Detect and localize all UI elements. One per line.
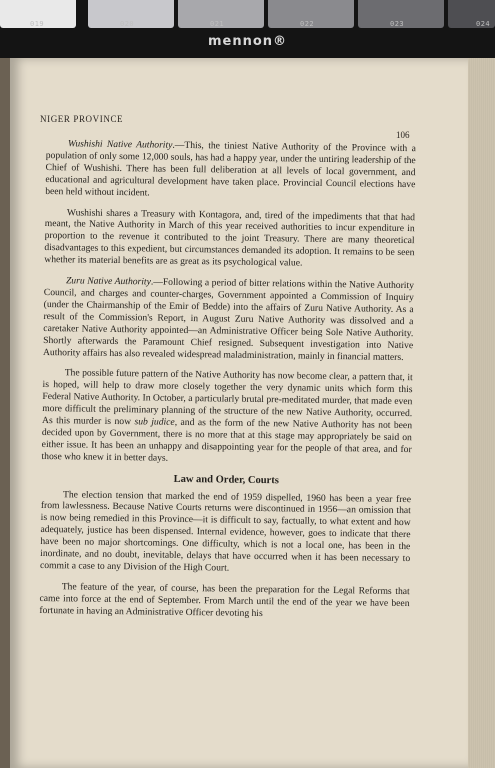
- brand-logo-text: mennon®: [207, 34, 288, 49]
- page-edges: [465, 58, 495, 768]
- paragraph-title: Wushishi Native Authority: [67, 138, 173, 151]
- book-page: [10, 58, 468, 768]
- chip-label: 020: [120, 20, 135, 28]
- section-heading: Law and Order, Courts: [173, 473, 279, 486]
- chip-label: 024: [476, 20, 491, 28]
- chip-label: 022: [300, 20, 315, 28]
- paragraph: Wushishi Native Authority.—This, the tiniest Native Authority of the Province with a population of only some 12,000 souls, has had a happy year, under the untiring leadership of the Chief of Wushishi. There has been full deliberation at all levels of local government, and educational and agricultural development have taken place. Provincial Council elections have been held without incident.: [45, 138, 416, 199]
- paragraph-title: Zuru Native Authority: [65, 275, 151, 288]
- running-header: NIGER PROVINCE: [40, 114, 124, 124]
- chip-label: 023: [390, 20, 405, 28]
- paragraph: Wushishi shares a Treasury with Kontagora, and, tired of the impediments that that had meant, the Native Authority in March of this year received authorities to incur expenditure in proportion to the revenue it contributed to the joint Treasury. There are many theoretical disadvantages to this expedient, but circumstances demanded its adoption. It remains to be seen whether its material benefits are as great as its psychological value.: [44, 206, 416, 269]
- chip-label: 019: [30, 20, 45, 28]
- body-text: [39, 138, 416, 631]
- chip-label: 021: [210, 20, 225, 28]
- paragraph: Zuru Native Authority.—Following a period of bitter relations within the Native Authority Council, and charges and counter-charges, Government appointed a Commission of Inquiry (under the Chairmanship of the Emir of Bedde) into the affairs of Zuru Native Authority. As a result of the Commission's Report, in August Zuru Native Authority was dissolved and a caretaker Native Authority appointed—an Administrative Officer being Sole Native Authority. Shortly afterwards the Paramount Chief resigned. Subsequent investigation into Native Authority affairs has also revealed widespread maladministration, mainly in financial matters.: [42, 275, 415, 363]
- paragraph: The feature of the year, of course, has been the preparation for the Legal Reforms that came into force at the end of September. From March until the end of the year we have been fortunate in having an Administrative Officer devoting his: [39, 581, 410, 619]
- paragraph: The possible future pattern of the Native Authority has now become clear, a pattern that, it is hoped, will help to draw more closely together the very dynamic units which form this Federal Native Authority. In October, a particularly brutal pre-meditated murder, that made even more difficult the preliminary planning of the structure of the new Native Authority, occurred. As this murder is now sub judice, and as the form of the new Native Authority has not been decided upon by Government, there is no more that at this stage may appropriately be said on either issue. It has been an unhappy and disappointing year for the people of that area, and for those who knew it in better days.: [41, 367, 413, 464]
- calibration-strip: [0, 0, 495, 58]
- page-number: 106: [396, 130, 410, 140]
- paragraph: The election tension that marked the end of 1959 dispelled, 1960 has been a year free from lawlessness. Because Native Courts returns were discontinued in 1956—an omission that is now being remedied in this Province—it is difficult to say, factually, to what extent and how adequately, justice has been dispensed. Internal evidence, however, goes to indicate that there have been no major shortcomings. One difficulty, which is not a local one, has been in the inordinate, and no doubt, inevitable, delays that have occurred when it has been necessary to commit a case to any Division of the High Court.: [39, 488, 412, 574]
